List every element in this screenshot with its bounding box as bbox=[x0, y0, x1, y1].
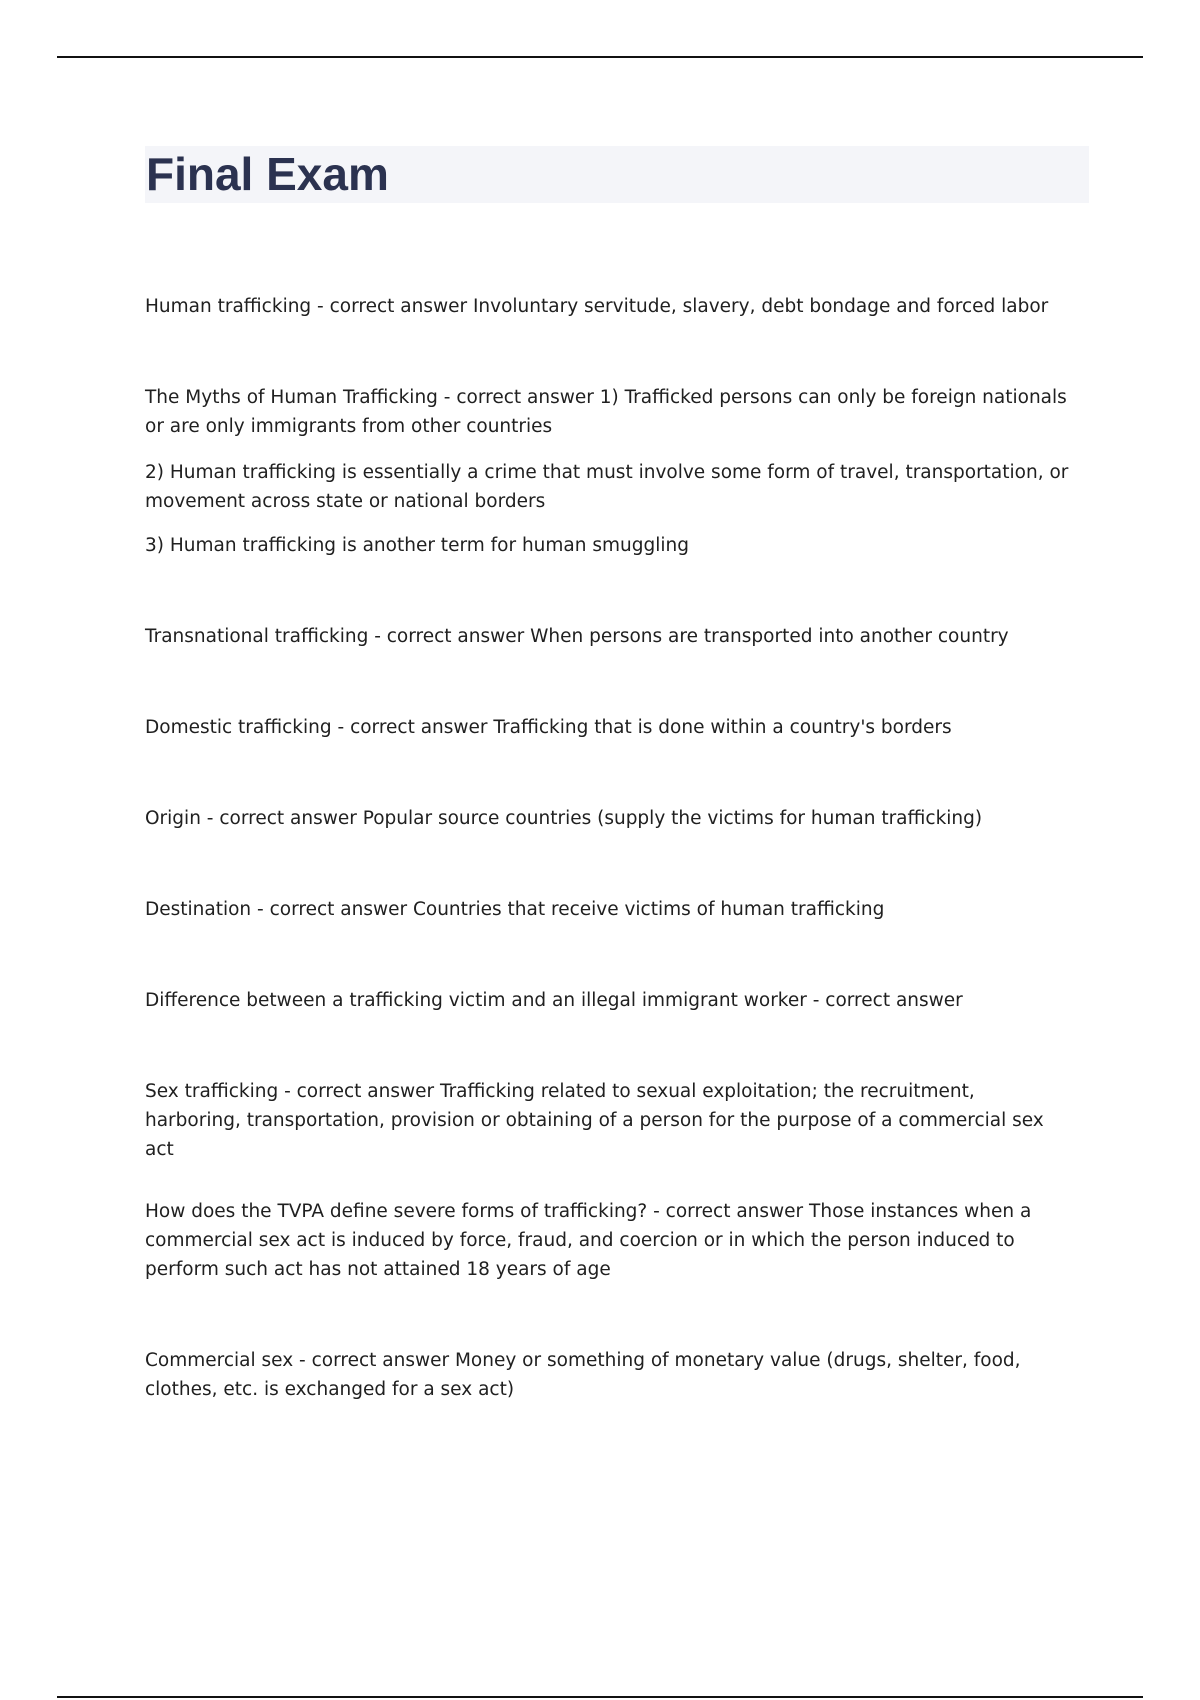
qa-entry-destination: Destination - correct answer Countries that receive victims of human trafficking bbox=[145, 899, 885, 920]
page-title: Final Exam bbox=[146, 148, 389, 200]
qa-entry-myths: The Myths of Human Trafficking - correct answer 1) Trafficked persons can only be foreign nationals or are only immigrants from other countries bbox=[145, 387, 1067, 437]
qa-entry-origin: Origin - correct answer Popular source countries (supply the victims for human trafficking) bbox=[145, 808, 983, 829]
qa-entry-transnational-trafficking: Transnational trafficking - correct answer When persons are transported into another country bbox=[145, 626, 1009, 647]
qa-entry-myths-point-2: 2) Human trafficking is essentially a crime that must involve some form of travel, transportation, or movement across state or national borders bbox=[145, 462, 1069, 512]
qa-entry-tvpa-definition: How does the TVPA define severe forms of trafficking? - correct answer Those instances when a commercial sex act is induced by force, fraud, and coercion or in which the person induced to perform such act has not attained 18 years of age bbox=[145, 1201, 1032, 1280]
qa-entry-domestic-trafficking: Domestic trafficking - correct answer Trafficking that is done within a country's borders bbox=[145, 717, 952, 738]
qa-entry-sex-trafficking: Sex trafficking - correct answer Trafficking related to sexual exploitation; the recruitment, harboring, transportation, provision or obtaining of a person for the purpose of a commercial sex act bbox=[145, 1081, 1044, 1160]
top-divider bbox=[57, 56, 1143, 58]
qa-entry-difference: Difference between a trafficking victim and an illegal immigrant worker - correct answer bbox=[145, 990, 963, 1011]
bottom-divider bbox=[57, 1696, 1143, 1698]
qa-entry-myths-point-3: 3) Human trafficking is another term for human smuggling bbox=[145, 535, 689, 556]
qa-entry-human-trafficking: Human trafficking - correct answer Involuntary servitude, slavery, debt bondage and forced labor bbox=[145, 296, 1049, 317]
qa-entry-commercial-sex: Commercial sex - correct answer Money or something of monetary value (drugs, shelter, food, clothes, etc. is exchanged for a sex act) bbox=[145, 1350, 1021, 1400]
